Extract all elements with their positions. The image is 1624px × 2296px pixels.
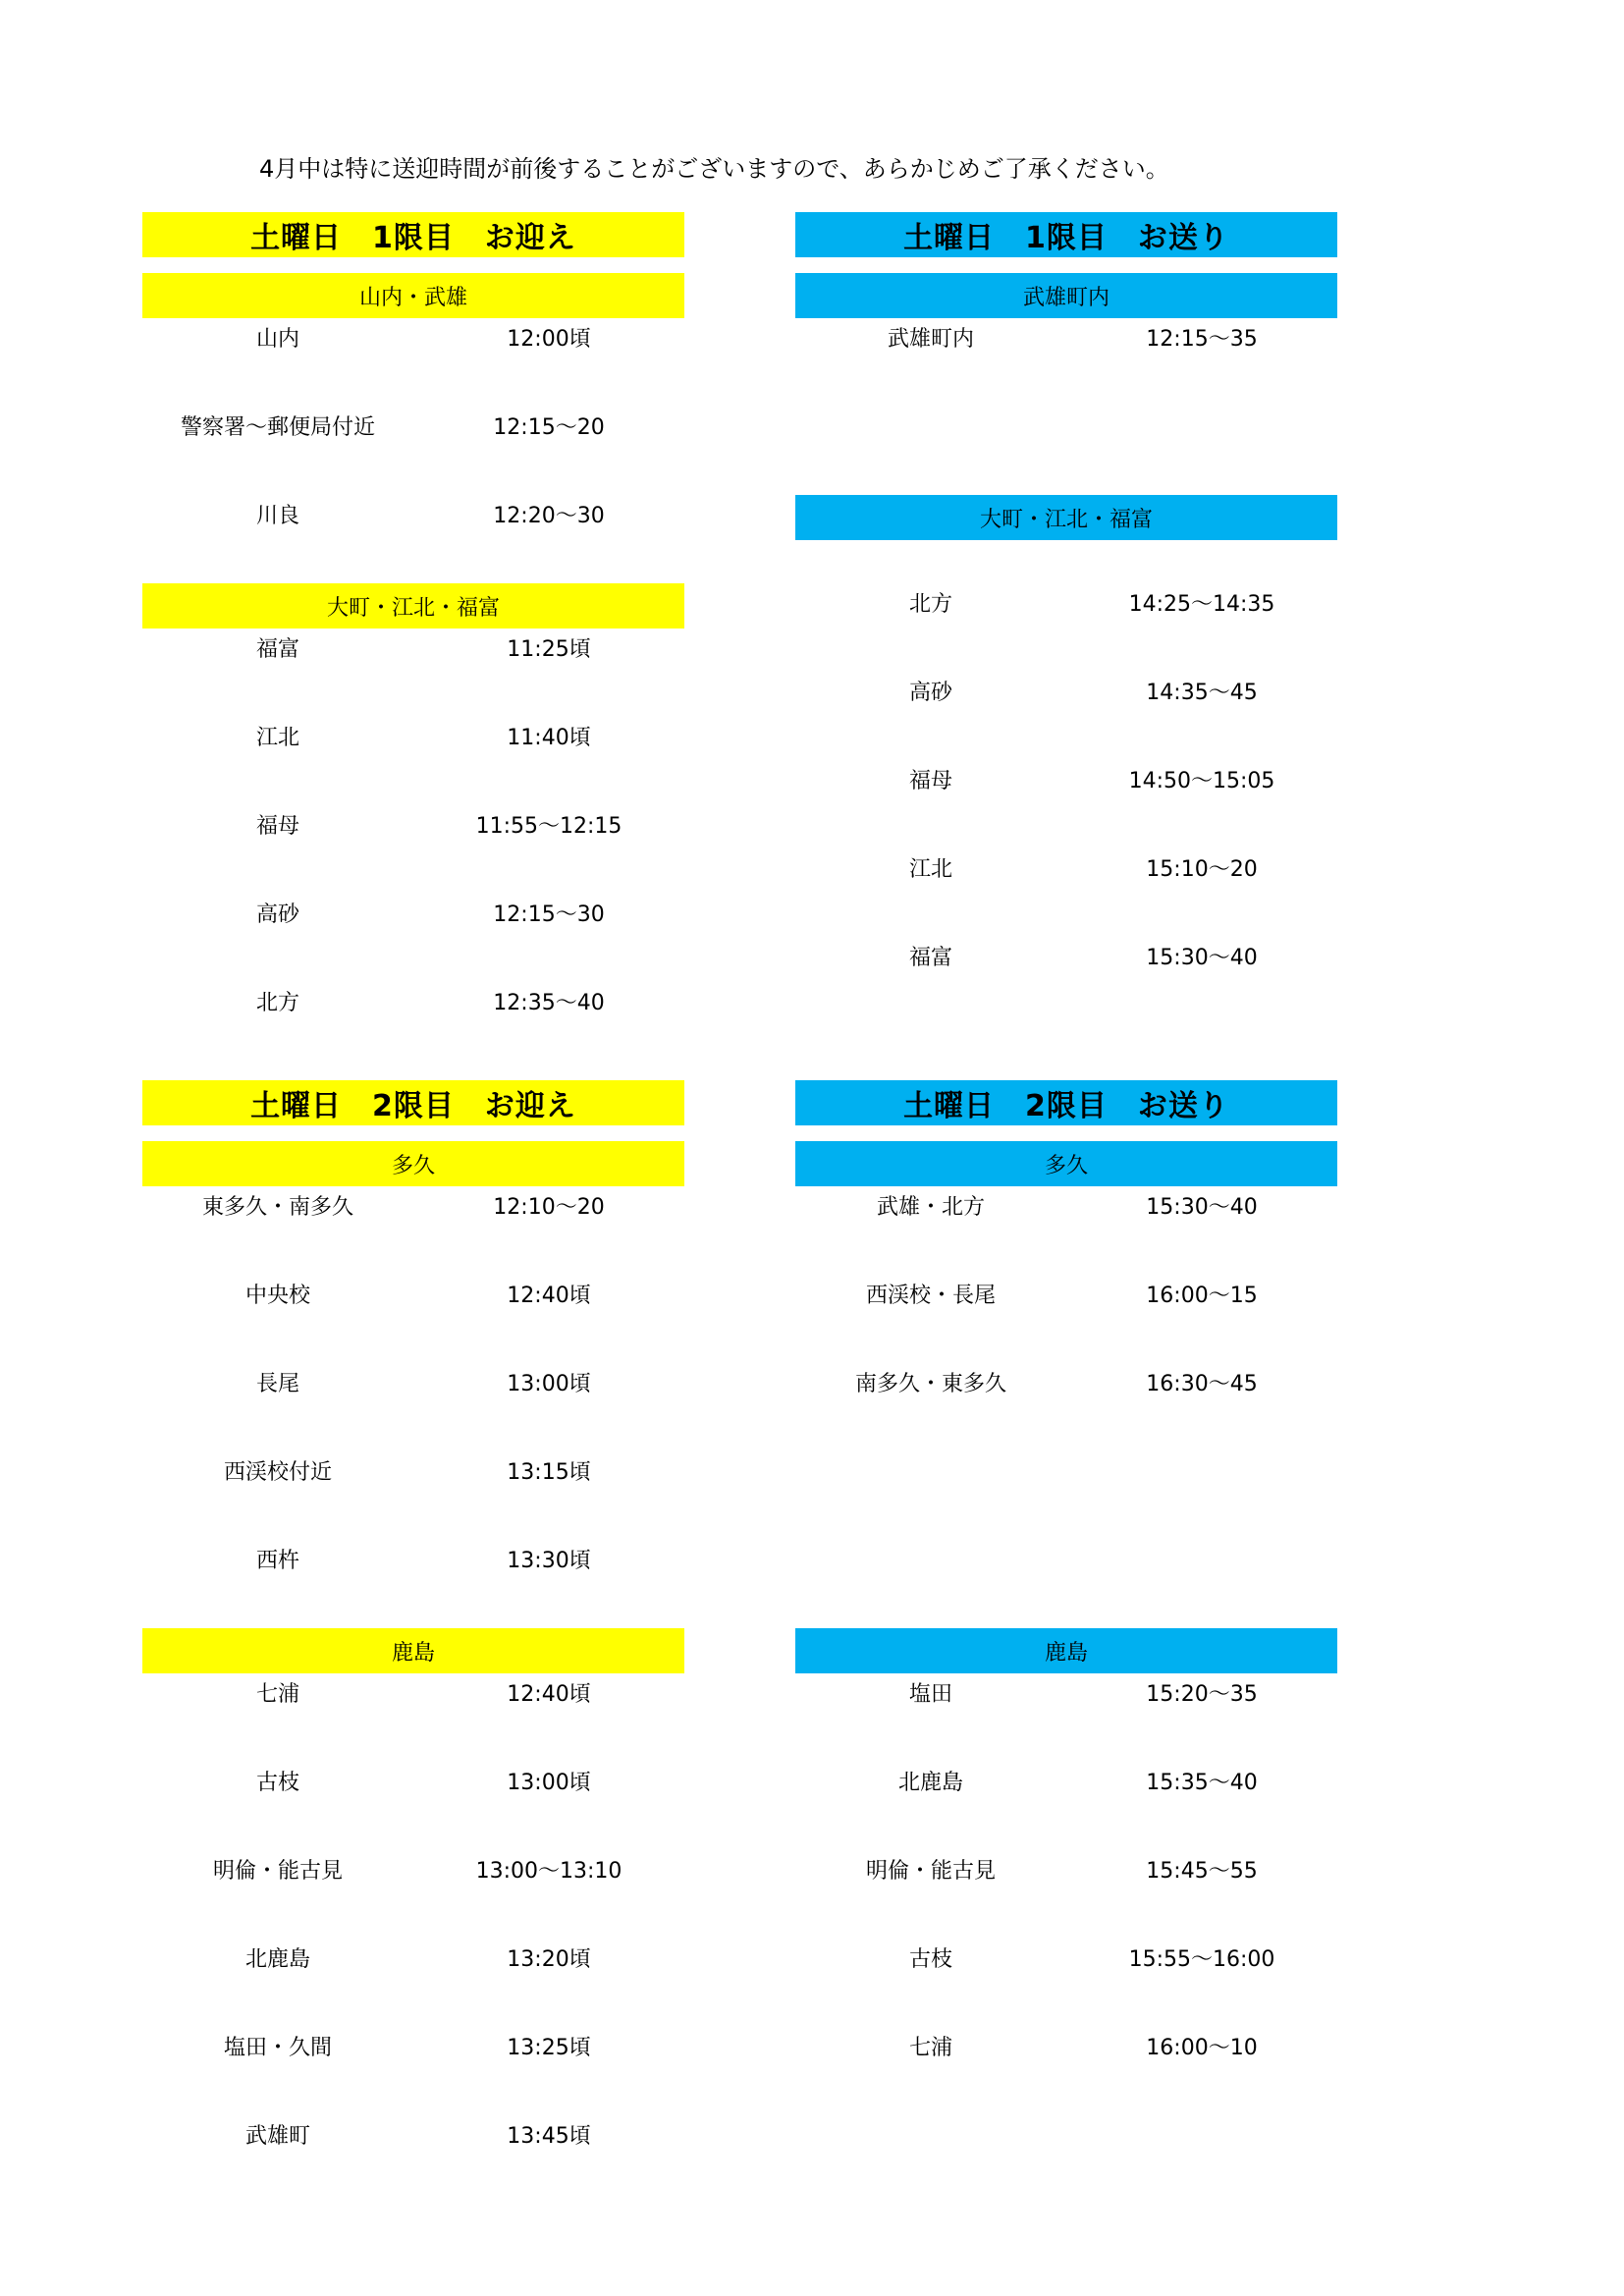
stop-time: 12:15～20 [493,415,605,440]
stop-name: 南多久・東多久 [854,1372,1006,1396]
schedule-row [795,937,1337,1025]
spacer-row [795,495,1337,583]
stop-name: 西杵 [255,1549,299,1573]
schedule-row [142,318,684,407]
sat1-pickup-section [142,212,684,1070]
stop-name: 高砂 [255,902,299,927]
schedule-row [795,1363,1337,1451]
stop-name: 北方 [908,592,952,617]
stop-time: 12:15～30 [493,902,605,927]
spacer-row [795,1540,1337,1628]
schedule-row [142,1850,684,1939]
stop-time: 12:10～20 [493,1195,605,1220]
stop-time: 12:40頃 [507,1284,591,1308]
schedule-row [795,1850,1337,1939]
schedule-row [795,760,1337,848]
stop-name: 塩田 [908,1682,952,1707]
stop-time: 13:00頃 [507,1771,591,1795]
stop-time: 14:35～45 [1146,681,1258,705]
stop-name: 明倫・能古見 [212,1859,343,1884]
stop-name: 北方 [255,991,299,1015]
group-header: 多久 [142,1141,684,1186]
schedule-row [795,2027,1337,2115]
schedule-row [142,1275,684,1363]
schedule-row [795,1186,1337,1275]
stop-time: 11:40頃 [507,726,591,750]
schedule-row [795,583,1337,672]
stop-time: 11:55～12:15 [475,814,623,839]
sat2-dropoff-title: 土曜日 2限目 お送り [795,1080,1337,1125]
sat1-dropoff-section [795,212,1337,1025]
schedule-row [142,1186,684,1275]
stop-name: 警察署～郵便局付近 [180,415,375,440]
stop-name: 江北 [908,857,952,882]
sat1-dropoff-title: 土曜日 1限目 お送り [795,212,1337,257]
stop-name: 武雄町内 [887,327,974,352]
schedule-row [142,2027,684,2115]
schedule-row [795,848,1337,937]
schedule-row [795,1673,1337,1762]
stop-name: 明倫・能古見 [865,1859,996,1884]
group-header: 鹿島 [142,1628,684,1673]
stop-name: 北鹿島 [244,1947,310,1972]
notice-text: 4月中は特に送迎時間が前後することがございますので、あらかじめご了承ください。 [259,155,1169,183]
sat1-pickup-title: 土曜日 1限目 お迎え [142,212,684,257]
stop-time: 16:00～15 [1146,1284,1258,1308]
stop-time: 14:25～14:35 [1128,592,1275,617]
schedule-row [142,1540,684,1628]
schedule-row [142,495,684,583]
sat2-pickup-section [142,1080,684,2204]
stop-name: 塩田・久間 [223,2036,332,2060]
stop-time: 15:30～40 [1146,946,1258,970]
group-header: 多久 [795,1141,1337,1186]
group-header: 大町・江北・福富 [795,495,1337,540]
schedule-row [142,894,684,982]
schedule-row [795,318,1337,407]
schedule-row [142,407,684,495]
stop-time: 13:45頃 [507,2124,591,2149]
schedule-row [795,1762,1337,1850]
stop-name: 七浦 [908,2036,952,2060]
stop-name: 福富 [908,946,952,970]
group-header: 武雄町内 [795,273,1337,318]
stop-time: 13:30頃 [507,1549,591,1573]
stop-name: 北鹿島 [897,1771,963,1795]
schedule-row [142,982,684,1070]
group-header: 大町・江北・福富 [142,583,684,629]
stop-time: 13:20頃 [507,1947,591,1972]
stop-name: 西渓校付近 [223,1460,332,1485]
stop-time: 13:00頃 [507,1372,591,1396]
schedule-row [142,805,684,894]
stop-name: 福母 [908,769,952,793]
schedule-row [795,672,1337,760]
stop-time: 16:00～10 [1146,2036,1258,2060]
stop-time: 15:30～40 [1146,1195,1258,1220]
schedule-row [142,1673,684,1762]
schedule-row [142,1939,684,2027]
stop-name: 古枝 [255,1771,299,1795]
sat2-pickup-title: 土曜日 2限目 お迎え [142,1080,684,1125]
stop-name: 武雄町 [244,2124,310,2149]
stop-time: 15:35～40 [1146,1771,1258,1795]
stop-name: 古枝 [908,1947,952,1972]
stop-name: 江北 [255,726,299,750]
stop-name: 七浦 [255,1682,299,1707]
stop-time: 12:15～35 [1146,327,1258,352]
stop-time: 13:15頃 [507,1460,591,1485]
schedule-row [142,717,684,805]
spacer-row [795,407,1337,495]
sat2-dropoff-section [795,1080,1337,2115]
schedule-row [142,1451,684,1540]
schedule-row [795,1275,1337,1363]
group-header: 鹿島 [795,1628,1337,1673]
stop-name: 中央校 [244,1284,310,1308]
stop-time: 12:20～30 [493,504,605,528]
schedule-row [142,1363,684,1451]
stop-name: 高砂 [908,681,952,705]
stop-name: 山内 [255,327,299,352]
schedule-row [142,1762,684,1850]
stop-time: 15:20～35 [1146,1682,1258,1707]
stop-name: 武雄・北方 [876,1195,985,1220]
stop-time: 15:55～16:00 [1128,1947,1275,1972]
group-header: 山内・武雄 [142,273,684,318]
stop-name: 福富 [255,637,299,662]
stop-time: 15:10～20 [1146,857,1258,882]
stop-time: 11:25頃 [507,637,591,662]
schedule-row [142,629,684,717]
stop-name: 西渓校・長尾 [865,1284,996,1308]
stop-time: 15:45～55 [1146,1859,1258,1884]
schedule-row [142,2115,684,2204]
stop-time: 14:50～15:05 [1128,769,1275,793]
stop-time: 12:35～40 [493,991,605,1015]
spacer-row [795,1451,1337,1540]
stop-time: 13:00～13:10 [475,1859,623,1884]
schedule-row [795,1939,1337,2027]
stop-name: 長尾 [255,1372,299,1396]
stop-time: 12:40頃 [507,1682,591,1707]
stop-name: 川良 [255,504,299,528]
stop-time: 13:25頃 [507,2036,591,2060]
stop-name: 福母 [255,814,299,839]
stop-time: 12:00頃 [507,327,591,352]
stop-time: 16:30～45 [1146,1372,1258,1396]
stop-name: 東多久・南多久 [201,1195,353,1220]
